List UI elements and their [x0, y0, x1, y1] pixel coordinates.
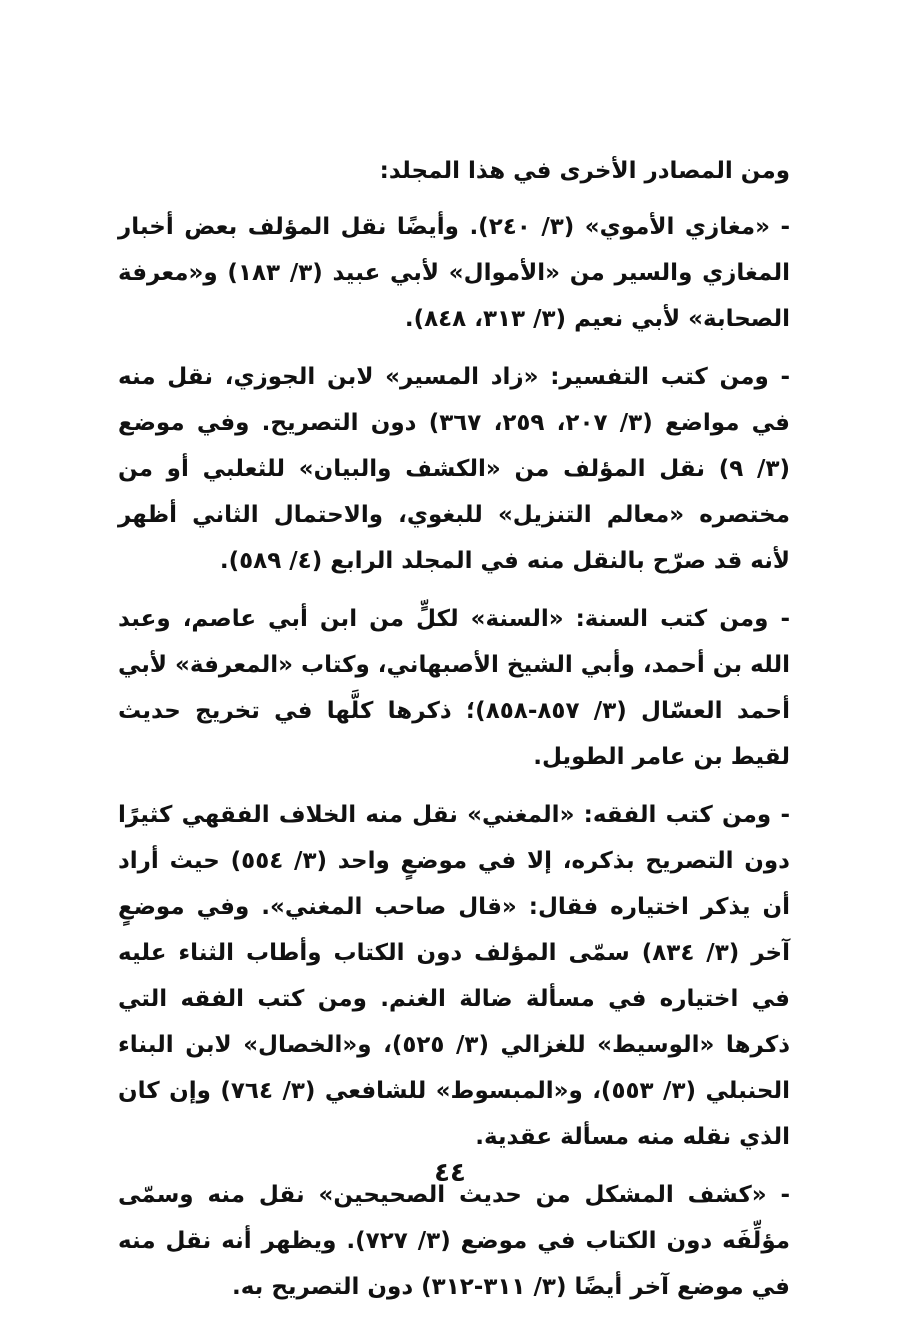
paragraph-maghazi: - «مغازي الأموي» (٣/ ٢٤٠). وأيضًا نقل المؤلف بعض أخبار المغازي والسير من «الأموال» لأبي عبيد (٣/ ١٨٣) و«معرفة الصحابة» لأبي نعيم (٣/ ٣١٣، ٨٤٨). — [118, 214, 790, 332]
page-number: ٤٤ — [434, 1158, 466, 1188]
paragraph-fiqh: - ومن كتب الفقه: «المغني» نقل منه الخلاف الفقهي كثيرًا دون التصريح بذكره، إلا في موضعٍ واحد (٣/ ٥٥٤) حيث أراد أن يذكر اختياره فقال: «قال صاحب المغني». وفي موضعٍ آخر (٣/ ٨٣٤) سمّى المؤلف دون الكتاب وأطاب الثناء عليه في اختياره في مسألة ضالة الغنم. ومن كتب الفقه التي ذكرها «الوسيط» للغزالي (٣/ ٥٢٥)، و«الخصال» لابن البناء الحنبلي (٣/ ٥٥٣)، و«المبسوط» للشافعي (٣/ ٧٦٤) وإن كان الذي نقله منه مسألة عقدية. — [118, 802, 790, 1150]
paragraph-sunnah: - ومن كتب السنة: «السنة» لكلٍّ من ابن أبي عاصم، وعبد الله بن أحمد، وأبي الشيخ الأصبهاني، وكتاب «المعرفة» لأبي أحمد العسّال (٣/ ٨٥٧-٨٥٨)؛ ذكرها كلَّها في تخريج حديث لقيط بن عامر الطويل. — [117, 606, 790, 770]
paragraph-tafsir: - ومن كتب التفسير: «زاد المسير» لابن الجوزي، نقل منه في مواضع (٣/ ٢٠٧، ٢٥٩، ٣٦٧) دون التصريح. وفي موضع (٣/ ٩) نقل المؤلف من «الكشف والبيان» للثعلبي أو من مختصره «معالم التنزيل» للبغوي، والاحتمال الثاني أظهر لأنه قد صرّح بالنقل منه في المجلد الرابع (٤/ ٥٨٩). — [118, 364, 790, 574]
page-body — [118, 148, 790, 1322]
paragraph-kashf-al-mushkil: - «كشف المشكل من حديث الصحيحين» نقل منه وسمّى مؤلِّفَه دون الكتاب في موضع (٣/ ٧٢٧). ويظهر أنه نقل منه في موضع آخر أيضًا (٣/ ٣١١-٣١٢) دون التصريح به. — [118, 1182, 790, 1300]
intro-line: ومن المصادر الأخرى في هذا المجلد: — [379, 158, 790, 184]
